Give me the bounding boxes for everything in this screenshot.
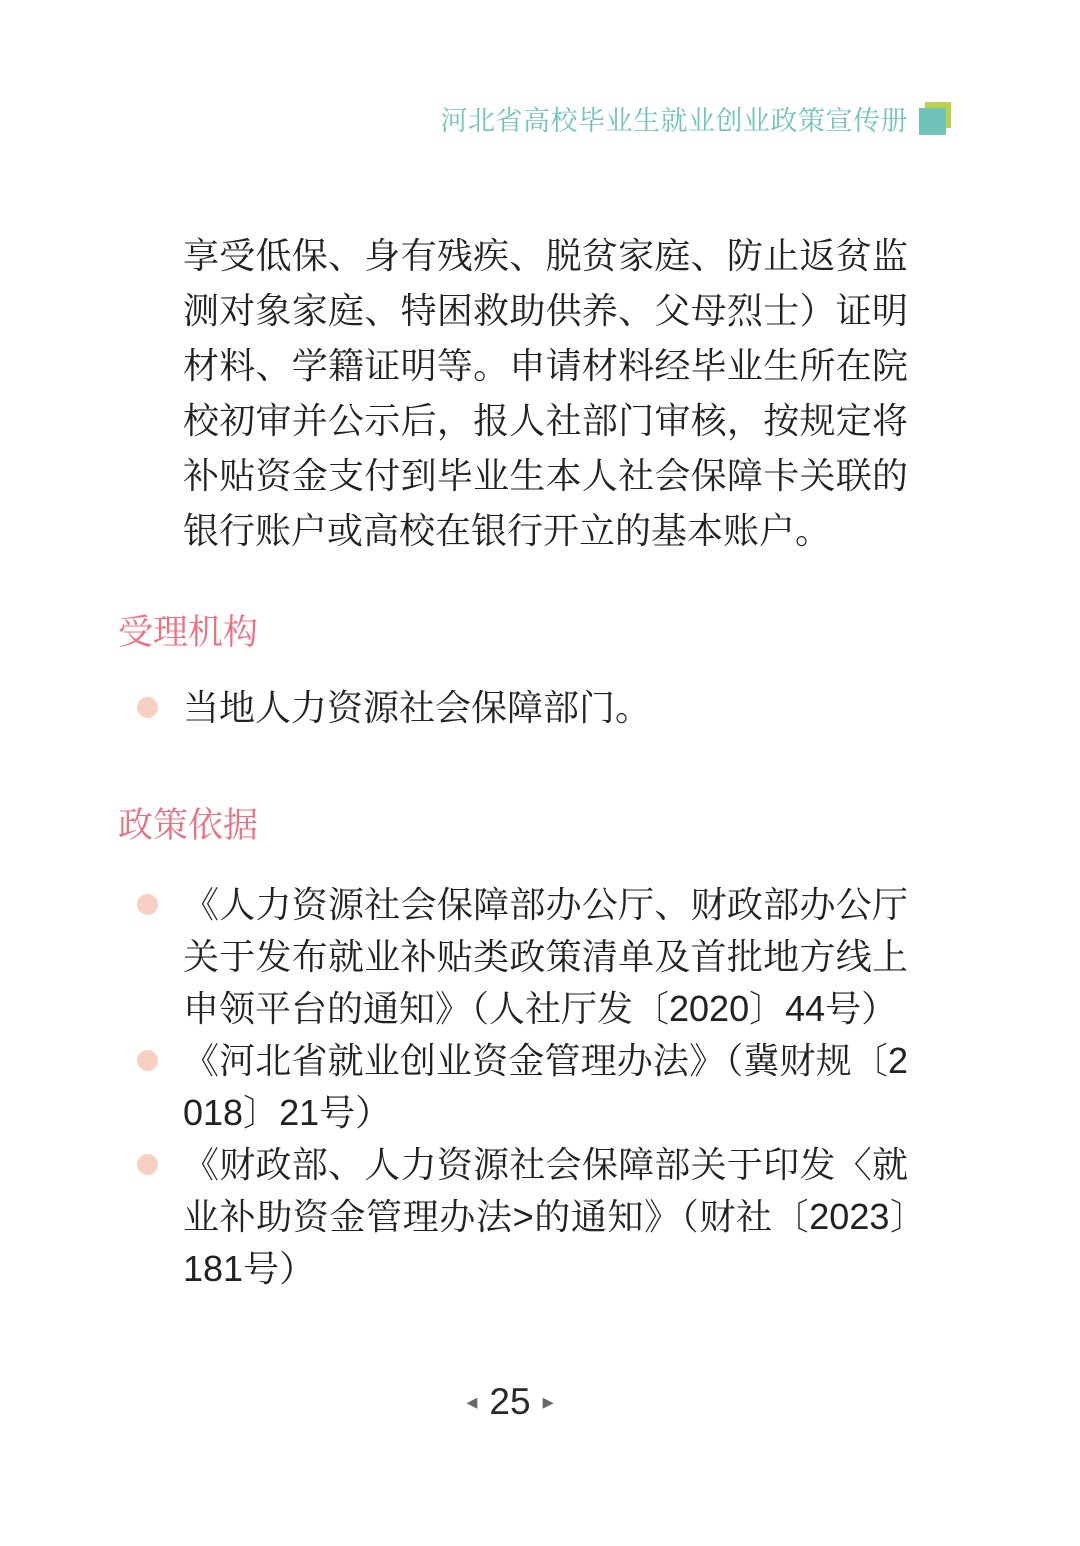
icon-square-front [919, 108, 946, 135]
section-heading-accepting-agency: 受理机构 [118, 613, 259, 652]
accepting-agency-list [183, 682, 908, 734]
list-item [183, 682, 908, 734]
section-accepting-agency [0, 612, 1080, 734]
list-item [183, 879, 908, 1035]
list-item [183, 1139, 908, 1295]
prev-page-icon: ◂ [466, 1388, 478, 1414]
policy-basis-list [183, 879, 908, 1295]
section-heading-policy-basis: 政策依据 [118, 806, 259, 845]
header-title: 河北省高校毕业生就业创业政策宣传册 [440, 105, 908, 136]
overlapping-squares-icon [919, 102, 951, 135]
section-policy-basis [0, 805, 1080, 1295]
list-item-text: 《人力资源社会保障部办公厅、财政部办公厅关于发布就业补贴类政策清单及首批地方线上申领平台的通知》（人社厅发〔2020〕44号） [183, 884, 908, 1029]
list-item-text: 《河北省就业创业资金管理办法》（冀财规〔2018〕21号） [183, 1040, 908, 1133]
page-number: 25 [489, 1381, 531, 1422]
page-header [0, 98, 951, 138]
bullet-dot-icon [137, 1154, 158, 1175]
page-footer [0, 1383, 1050, 1420]
bullet-dot-icon [137, 1050, 158, 1071]
list-item [183, 1035, 908, 1139]
bullet-dot-icon [137, 697, 158, 718]
next-page-icon: ▸ [542, 1388, 554, 1414]
bullet-dot-icon [137, 894, 158, 915]
list-item-text: 当地人力资源社会保障部门。 [183, 687, 652, 728]
body-paragraph: 享受低保、身有残疾、脱贫家庭、防止返贫监测对象家庭、特困救助供养、父母烈士）证明材料、学籍证明等。申请材料经毕业生所在院校初审并公示后，报人社部门审核，按规定将补贴资金支付到毕业生本人社会保障卡关联的银行账户或高校在银行开立的基本账户。 [183, 235, 908, 551]
list-item-text: 《财政部、人力资源社会保障部关于印发〈就业补助资金管理办法>的通知》（财社〔2023〕181号） [183, 1144, 908, 1289]
